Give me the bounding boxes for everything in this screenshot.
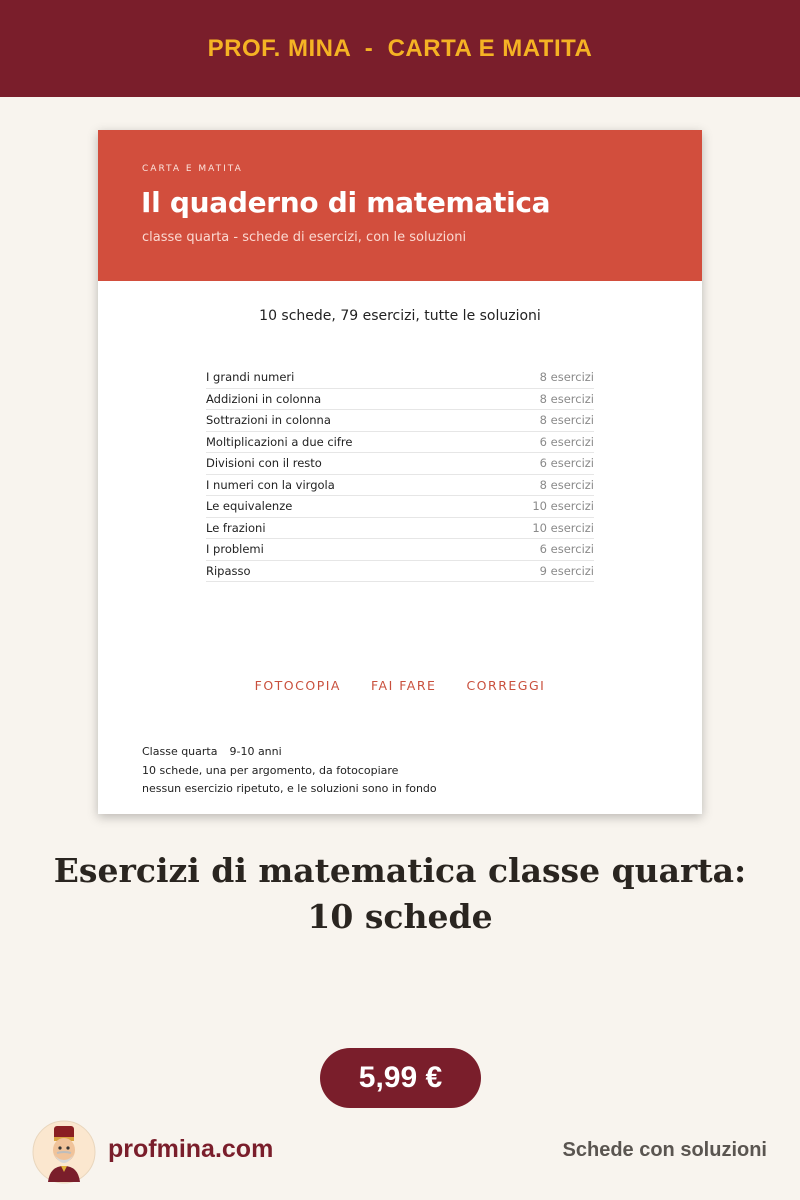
toc-topic: Divisioni con il resto [206, 456, 322, 471]
photocopy-link[interactable]: FOTOCOPIA [254, 678, 341, 693]
toc-item [206, 539, 594, 561]
toc-count: 8 esercizi [539, 477, 594, 492]
toc-topic: Le frazioni [206, 520, 266, 535]
teacher-avatar-icon [32, 1120, 96, 1184]
correct-link[interactable]: CORREGGI [466, 678, 546, 693]
toc-topic: Addizioni in colonna [206, 391, 322, 406]
toc-item [206, 453, 594, 475]
product-headline [0, 848, 800, 940]
toc-count: 6 esercizi [539, 456, 594, 471]
card-footer-line1 [142, 743, 437, 762]
headline-line1: Esercizi di matematica classe quarta: [53, 851, 747, 890]
toc-item [206, 410, 594, 432]
toc-item [206, 432, 594, 454]
toc-count: 10 esercizi [532, 499, 594, 514]
headline-line2: 10 schede [307, 897, 493, 936]
grade-label: Classe quarta [142, 745, 218, 758]
toc-item [206, 496, 594, 518]
product-cover-card[interactable] [98, 130, 702, 814]
toc-count: 6 esercizi [539, 542, 594, 557]
toc-count: 9 esercizi [539, 563, 594, 578]
toc-item [206, 561, 594, 583]
site-link[interactable]: profmina.com [108, 1135, 274, 1163]
toc-count: 10 esercizi [532, 520, 594, 535]
assign-link[interactable]: FAI FARE [371, 678, 437, 693]
table-of-contents [206, 367, 594, 582]
toc-topic: Le equivalenze [206, 499, 293, 514]
card-footer [142, 743, 437, 799]
toc-item [206, 367, 594, 389]
card-footer-line2: 10 schede, una per argomento, da fotocopiare [142, 763, 399, 777]
toc-topic: Sottrazioni in colonna [206, 413, 331, 428]
card-summary: 10 schede, 79 esercizi, tutte le soluzioni [259, 308, 541, 324]
toc-item [206, 475, 594, 497]
toc-topic: Moltiplicazioni a due cifre [206, 434, 353, 449]
toc-topic: Ripasso [206, 563, 251, 578]
price-badge[interactable]: 5,99 € [320, 1048, 481, 1108]
toc-count: 6 esercizi [539, 434, 594, 449]
card-header [98, 130, 702, 281]
toc-topic: I grandi numeri [206, 370, 295, 385]
toc-item [206, 389, 594, 411]
card-footer-line3: nessun esercizio ripetuto, e le soluzioni sono in fondo [142, 782, 437, 795]
top-banner [0, 0, 800, 97]
toc-count: 8 esercizi [539, 391, 594, 406]
tagline: Schede con soluzioni [562, 1139, 767, 1161]
toc-item [206, 518, 594, 540]
toc-topic: I problemi [206, 542, 264, 557]
age-label: 9-10 anni [229, 745, 282, 758]
card-actions [98, 678, 702, 693]
toc-count: 8 esercizi [539, 370, 594, 385]
toc-topic: I numeri con la virgola [206, 477, 335, 492]
card-subtitle: classe quarta - schede di esercizi, con le soluzioni [142, 230, 467, 245]
banner-title: PROF. MINA - CARTA E MATITA [207, 34, 593, 62]
toc-count: 8 esercizi [539, 413, 594, 428]
card-kicker: CARTA E MATITA [142, 164, 243, 174]
card-title: Il quaderno di matematica [141, 186, 551, 219]
